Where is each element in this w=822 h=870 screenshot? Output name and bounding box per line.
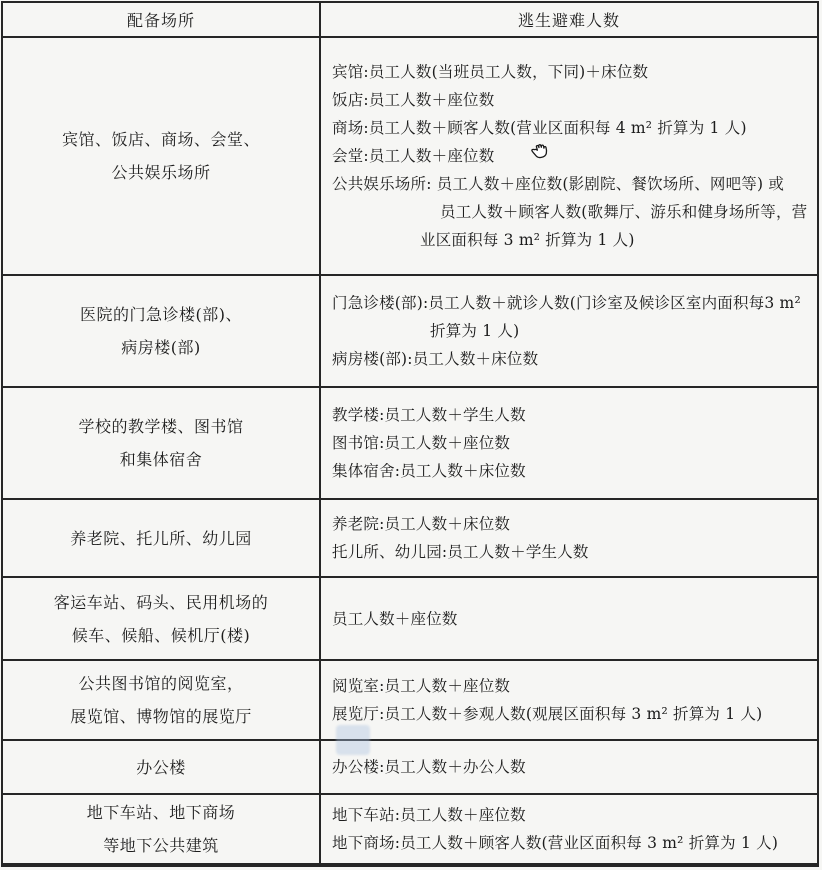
- criteria-cell: [321, 38, 817, 274]
- criteria-line: 地下商场:员工人数＋顾客人数(营业区面积每 3 m² 折算为 1 人): [332, 834, 779, 852]
- criteria-line: 折算为 1 人): [430, 322, 520, 340]
- criteria-line: 会堂:员工人数＋座位数: [332, 147, 495, 165]
- criteria-line: 饭店:员工人数＋座位数: [332, 91, 495, 109]
- table-row: [3, 578, 817, 661]
- place-line: 医院的门急诊楼(部)、: [80, 305, 242, 324]
- table-row: [3, 741, 817, 795]
- place-line: 地下车站、地下商场: [86, 803, 236, 822]
- place-cell: [3, 661, 321, 739]
- criteria-line: 办公楼:员工人数＋办公人数: [332, 758, 526, 776]
- criteria-line: 员工人数＋座位数: [332, 609, 458, 628]
- place-cell: [3, 388, 321, 498]
- criteria-line: 业区面积每 3 m² 折算为 1 人): [420, 231, 635, 249]
- criteria-line: 教学楼:员工人数＋学生人数: [332, 406, 526, 424]
- table-row: [3, 38, 817, 276]
- criteria-line: 展览厅:员工人数＋参观人数(观展区面积每 3 m² 折算为 1 人): [332, 705, 763, 723]
- criteria-cell: [321, 276, 817, 386]
- place-line: 养老院、托儿所、幼儿园: [70, 528, 252, 548]
- criteria-line: 病房楼(部):员工人数＋床位数: [332, 350, 539, 368]
- criteria-cell: [321, 661, 817, 739]
- criteria-line: 托儿所、幼儿园:员工人数＋学生人数: [332, 543, 589, 561]
- place-cell: [3, 741, 321, 793]
- place-cell: [3, 38, 321, 274]
- table-row: [3, 388, 817, 500]
- criteria-line: 养老院:员工人数＋床位数: [332, 515, 511, 533]
- table-row: [3, 795, 817, 863]
- criteria-cell: [321, 388, 817, 498]
- place-cell: [3, 795, 321, 863]
- evacuation-capacity-table: [1, 1, 819, 867]
- criteria-line: 宾馆:员工人数(当班员工人数，下同)＋床位数: [332, 63, 649, 81]
- place-line: 客运车站、码头、民用机场的: [53, 592, 269, 612]
- header-count: 逃生避难人数: [517, 11, 620, 30]
- place-line: 宾馆、饭店、商场、会堂、: [61, 130, 260, 149]
- place-line: 等地下公共建筑: [103, 836, 219, 855]
- place-line: 候车、候船、候机厅(楼): [71, 625, 251, 645]
- criteria-line: 商场:员工人数＋顾客人数(营业区面积每 4 m² 折算为 1 人): [332, 119, 747, 137]
- place-cell: [3, 500, 321, 576]
- header-place: 配备场所: [3, 3, 321, 36]
- place-line: 公共图书馆的阅览室，: [78, 674, 244, 693]
- criteria-line: 图书馆:员工人数＋座位数: [332, 434, 511, 452]
- place-cell: [3, 276, 321, 386]
- table-row: [3, 276, 817, 388]
- place-cell: [3, 578, 321, 659]
- place-line: 展览馆、博物馆的展览厅: [70, 707, 252, 726]
- criteria-line: 门急诊楼(部):员工人数＋就诊人数(门诊室及候诊区室内面积每3 m²: [332, 294, 801, 312]
- criteria-line: 地下车站:员工人数＋座位数: [332, 806, 526, 824]
- table-row: [3, 661, 817, 741]
- criteria-line: 员工人数＋顾客人数(歌舞厅、游乐和健身场所等，营: [440, 203, 808, 221]
- criteria-cell: [321, 741, 817, 793]
- place-line: 和集体宿舍: [119, 450, 203, 469]
- table-row: [3, 500, 817, 578]
- table-header-row: [3, 3, 817, 38]
- criteria-line: 阅览室:员工人数＋座位数: [332, 677, 511, 695]
- place-line: 公共娱乐场所: [111, 163, 211, 182]
- criteria-line: 公共娱乐场所: 员工人数＋座位数(影剧院、餐饮场所、网吧等) 或: [332, 175, 785, 193]
- criteria-cell: [321, 578, 817, 659]
- place-line: 学校的教学楼、图书馆: [78, 417, 244, 436]
- criteria-line: 集体宿舍:员工人数＋床位数: [332, 462, 526, 480]
- place-line: 病房楼(部): [121, 338, 201, 357]
- criteria-cell: [321, 500, 817, 576]
- place-line: 办公楼: [136, 757, 186, 777]
- criteria-cell: [321, 795, 817, 863]
